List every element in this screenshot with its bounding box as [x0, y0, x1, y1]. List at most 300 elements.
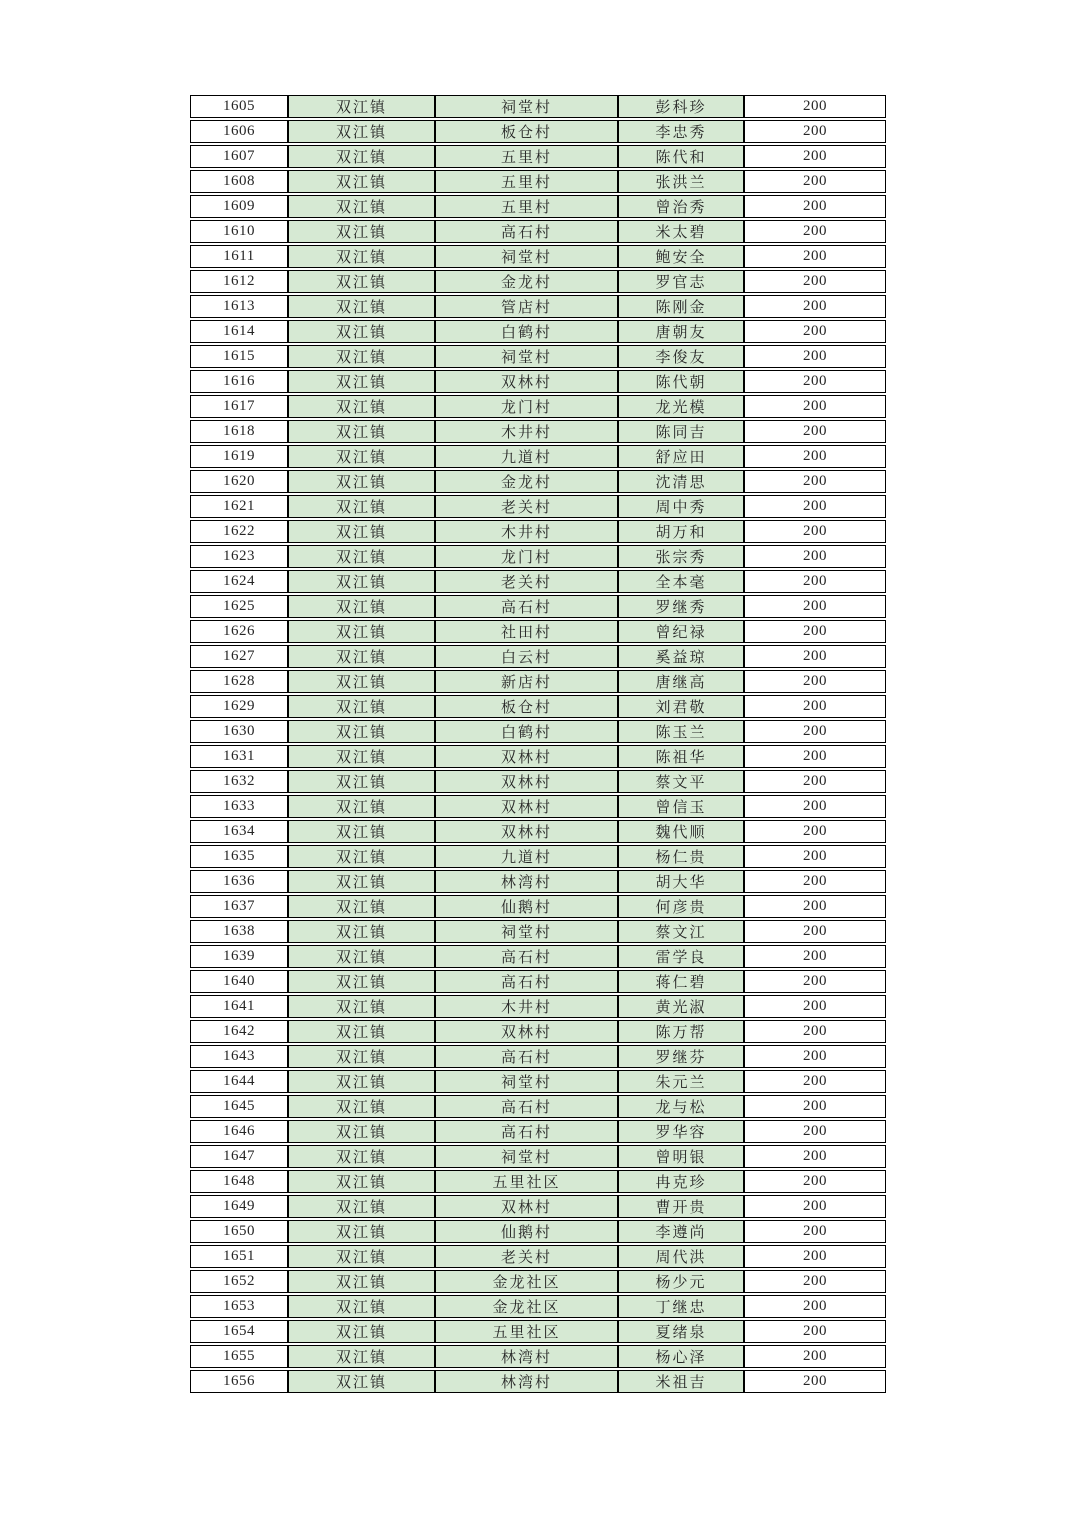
cell-serial: 1646	[190, 1120, 288, 1143]
cell-amount: 200	[744, 1045, 886, 1068]
table-row	[190, 245, 886, 268]
cell-person: 杨少元	[618, 1270, 744, 1293]
cell-person: 陈祖华	[618, 745, 744, 768]
cell-village: 板仓村	[435, 695, 618, 718]
cell-person: 龙与松	[618, 1095, 744, 1118]
cell-serial: 1606	[190, 120, 288, 143]
cell-village: 木井村	[435, 995, 618, 1018]
cell-person: 何彦贵	[618, 895, 744, 918]
cell-amount: 200	[744, 1245, 886, 1268]
cell-serial: 1614	[190, 320, 288, 343]
cell-village: 仙鹅村	[435, 1220, 618, 1243]
cell-serial: 1655	[190, 1345, 288, 1368]
cell-person: 周代洪	[618, 1245, 744, 1268]
cell-village: 祠堂村	[435, 345, 618, 368]
cell-person: 曾治秀	[618, 195, 744, 218]
cell-town: 双江镇	[288, 445, 435, 468]
cell-serial: 1625	[190, 595, 288, 618]
cell-amount: 200	[744, 420, 886, 443]
cell-town: 双江镇	[288, 995, 435, 1018]
table-row	[190, 470, 886, 493]
cell-village: 高石村	[435, 1095, 618, 1118]
cell-amount: 200	[744, 1370, 886, 1393]
table-row	[190, 520, 886, 543]
cell-town: 双江镇	[288, 770, 435, 793]
cell-town: 双江镇	[288, 1070, 435, 1093]
cell-town: 双江镇	[288, 545, 435, 568]
table-row	[190, 1245, 886, 1268]
cell-village: 五里村	[435, 145, 618, 168]
cell-town: 双江镇	[288, 520, 435, 543]
cell-person: 冉克珍	[618, 1170, 744, 1193]
cell-amount: 200	[744, 770, 886, 793]
cell-town: 双江镇	[288, 1245, 435, 1268]
cell-amount: 200	[744, 120, 886, 143]
cell-village: 双林村	[435, 370, 618, 393]
cell-amount: 200	[744, 1145, 886, 1168]
cell-person: 曹开贵	[618, 1195, 744, 1218]
roster-table	[190, 93, 886, 1395]
cell-amount: 200	[744, 920, 886, 943]
cell-town: 双江镇	[288, 595, 435, 618]
cell-person: 唐朝友	[618, 320, 744, 343]
table-row	[190, 270, 886, 293]
cell-amount: 200	[744, 1345, 886, 1368]
cell-amount: 200	[744, 1270, 886, 1293]
cell-serial: 1634	[190, 820, 288, 843]
cell-village: 高石村	[435, 1045, 618, 1068]
cell-person: 蔡文江	[618, 920, 744, 943]
cell-town: 双江镇	[288, 145, 435, 168]
cell-amount: 200	[744, 1020, 886, 1043]
table-row	[190, 595, 886, 618]
cell-serial: 1613	[190, 295, 288, 318]
cell-village: 木井村	[435, 520, 618, 543]
cell-town: 双江镇	[288, 295, 435, 318]
table-row	[190, 695, 886, 718]
cell-village: 祠堂村	[435, 1070, 618, 1093]
cell-amount: 200	[744, 1295, 886, 1318]
cell-serial: 1644	[190, 1070, 288, 1093]
cell-amount: 200	[744, 720, 886, 743]
table-row	[190, 495, 886, 518]
cell-person: 蒋仁碧	[618, 970, 744, 993]
cell-village: 板仓村	[435, 120, 618, 143]
cell-town: 双江镇	[288, 220, 435, 243]
cell-town: 双江镇	[288, 1220, 435, 1243]
cell-village: 五里村	[435, 195, 618, 218]
table-row	[190, 1095, 886, 1118]
cell-serial: 1627	[190, 645, 288, 668]
table-row	[190, 820, 886, 843]
cell-serial: 1607	[190, 145, 288, 168]
cell-amount: 200	[744, 495, 886, 518]
cell-village: 白鹤村	[435, 720, 618, 743]
cell-person: 沈清思	[618, 470, 744, 493]
cell-village: 双林村	[435, 1020, 618, 1043]
cell-town: 双江镇	[288, 720, 435, 743]
table-row	[190, 1145, 886, 1168]
cell-person: 全本毫	[618, 570, 744, 593]
cell-serial: 1628	[190, 670, 288, 693]
table-row	[190, 145, 886, 168]
cell-serial: 1648	[190, 1170, 288, 1193]
cell-serial: 1643	[190, 1045, 288, 1068]
cell-serial: 1619	[190, 445, 288, 468]
cell-person: 周中秀	[618, 495, 744, 518]
cell-serial: 1608	[190, 170, 288, 193]
cell-person: 曾明银	[618, 1145, 744, 1168]
cell-amount: 200	[744, 995, 886, 1018]
cell-town: 双江镇	[288, 495, 435, 518]
cell-village: 老关村	[435, 570, 618, 593]
table-row	[190, 945, 886, 968]
cell-serial: 1650	[190, 1220, 288, 1243]
cell-town: 双江镇	[288, 1370, 435, 1393]
cell-person: 夏绪泉	[618, 1320, 744, 1343]
cell-village: 社田村	[435, 620, 618, 643]
cell-town: 双江镇	[288, 1320, 435, 1343]
cell-person: 杨心泽	[618, 1345, 744, 1368]
cell-village: 林湾村	[435, 1345, 618, 1368]
table-row	[190, 220, 886, 243]
table-row	[190, 195, 886, 218]
cell-village: 高石村	[435, 220, 618, 243]
cell-serial: 1640	[190, 970, 288, 993]
cell-serial: 1653	[190, 1295, 288, 1318]
cell-amount: 200	[744, 620, 886, 643]
table-row	[190, 1070, 886, 1093]
cell-amount: 200	[744, 820, 886, 843]
cell-person: 彭科珍	[618, 95, 744, 118]
cell-amount: 200	[744, 870, 886, 893]
cell-amount: 200	[744, 895, 886, 918]
cell-town: 双江镇	[288, 195, 435, 218]
table-row	[190, 370, 886, 393]
cell-town: 双江镇	[288, 470, 435, 493]
cell-town: 双江镇	[288, 795, 435, 818]
cell-amount: 200	[744, 445, 886, 468]
cell-village: 双林村	[435, 820, 618, 843]
cell-village: 老关村	[435, 495, 618, 518]
table-row	[190, 645, 886, 668]
table-row	[190, 620, 886, 643]
cell-amount: 200	[744, 1070, 886, 1093]
cell-village: 金龙村	[435, 470, 618, 493]
cell-village: 双林村	[435, 745, 618, 768]
cell-village: 祠堂村	[435, 920, 618, 943]
table-row	[190, 170, 886, 193]
cell-serial: 1630	[190, 720, 288, 743]
cell-amount: 200	[744, 195, 886, 218]
cell-amount: 200	[744, 945, 886, 968]
cell-village: 五里社区	[435, 1320, 618, 1343]
cell-village: 高石村	[435, 970, 618, 993]
cell-person: 胡万和	[618, 520, 744, 543]
cell-village: 白云村	[435, 645, 618, 668]
table-row	[190, 870, 886, 893]
cell-person: 唐继高	[618, 670, 744, 693]
table-row	[190, 670, 886, 693]
cell-town: 双江镇	[288, 645, 435, 668]
cell-town: 双江镇	[288, 370, 435, 393]
cell-person: 米太碧	[618, 220, 744, 243]
cell-town: 双江镇	[288, 620, 435, 643]
cell-town: 双江镇	[288, 395, 435, 418]
cell-serial: 1615	[190, 345, 288, 368]
cell-amount: 200	[744, 1095, 886, 1118]
cell-town: 双江镇	[288, 245, 435, 268]
cell-amount: 200	[744, 470, 886, 493]
cell-village: 金龙社区	[435, 1295, 618, 1318]
cell-serial: 1642	[190, 1020, 288, 1043]
cell-person: 蔡文平	[618, 770, 744, 793]
cell-person: 魏代顺	[618, 820, 744, 843]
cell-amount: 200	[744, 95, 886, 118]
cell-serial: 1633	[190, 795, 288, 818]
cell-serial: 1636	[190, 870, 288, 893]
cell-village: 新店村	[435, 670, 618, 693]
cell-town: 双江镇	[288, 320, 435, 343]
table-row	[190, 1370, 886, 1393]
cell-person: 雷学良	[618, 945, 744, 968]
table-row	[190, 1220, 886, 1243]
cell-amount: 200	[744, 295, 886, 318]
cell-person: 罗华容	[618, 1120, 744, 1143]
cell-serial: 1656	[190, 1370, 288, 1393]
cell-person: 罗继芬	[618, 1045, 744, 1068]
table-row	[190, 920, 886, 943]
cell-village: 高石村	[435, 595, 618, 618]
cell-amount: 200	[744, 795, 886, 818]
cell-amount: 200	[744, 1320, 886, 1343]
table-row	[190, 1345, 886, 1368]
cell-village: 九道村	[435, 845, 618, 868]
table-row	[190, 795, 886, 818]
cell-village: 仙鹅村	[435, 895, 618, 918]
cell-person: 陈代和	[618, 145, 744, 168]
cell-amount: 200	[744, 745, 886, 768]
cell-amount: 200	[744, 545, 886, 568]
cell-village: 龙门村	[435, 545, 618, 568]
cell-village: 白鹤村	[435, 320, 618, 343]
cell-person: 陈玉兰	[618, 720, 744, 743]
cell-amount: 200	[744, 1220, 886, 1243]
cell-amount: 200	[744, 345, 886, 368]
cell-person: 龙光模	[618, 395, 744, 418]
cell-person: 朱元兰	[618, 1070, 744, 1093]
table-row	[190, 445, 886, 468]
cell-serial: 1651	[190, 1245, 288, 1268]
cell-amount: 200	[744, 245, 886, 268]
table-row	[190, 1170, 886, 1193]
cell-amount: 200	[744, 220, 886, 243]
cell-person: 陈代朝	[618, 370, 744, 393]
cell-village: 祠堂村	[435, 1145, 618, 1168]
cell-amount: 200	[744, 595, 886, 618]
cell-serial: 1647	[190, 1145, 288, 1168]
cell-serial: 1641	[190, 995, 288, 1018]
cell-amount: 200	[744, 1170, 886, 1193]
cell-serial: 1605	[190, 95, 288, 118]
cell-town: 双江镇	[288, 820, 435, 843]
cell-serial: 1629	[190, 695, 288, 718]
cell-town: 双江镇	[288, 870, 435, 893]
cell-town: 双江镇	[288, 1295, 435, 1318]
cell-town: 双江镇	[288, 1120, 435, 1143]
cell-town: 双江镇	[288, 970, 435, 993]
table-row	[190, 570, 886, 593]
cell-person: 黄光淑	[618, 995, 744, 1018]
table-row	[190, 295, 886, 318]
cell-person: 鲍安全	[618, 245, 744, 268]
cell-village: 老关村	[435, 1245, 618, 1268]
cell-serial: 1624	[190, 570, 288, 593]
cell-person: 曾纪禄	[618, 620, 744, 643]
cell-person: 丁继忠	[618, 1295, 744, 1318]
table-row	[190, 1120, 886, 1143]
cell-serial: 1621	[190, 495, 288, 518]
cell-town: 双江镇	[288, 1170, 435, 1193]
table-row	[190, 120, 886, 143]
table-row	[190, 345, 886, 368]
table-row	[190, 1270, 886, 1293]
cell-village: 九道村	[435, 445, 618, 468]
cell-town: 双江镇	[288, 845, 435, 868]
table-row	[190, 970, 886, 993]
cell-person: 刘君敬	[618, 695, 744, 718]
cell-village: 木井村	[435, 420, 618, 443]
cell-serial: 1639	[190, 945, 288, 968]
cell-town: 双江镇	[288, 420, 435, 443]
cell-person: 陈刚金	[618, 295, 744, 318]
cell-serial: 1631	[190, 745, 288, 768]
table-row	[190, 395, 886, 418]
table-row	[190, 320, 886, 343]
cell-person: 李俊友	[618, 345, 744, 368]
cell-amount: 200	[744, 1120, 886, 1143]
cell-town: 双江镇	[288, 670, 435, 693]
table-row	[190, 845, 886, 868]
cell-village: 林湾村	[435, 1370, 618, 1393]
cell-village: 祠堂村	[435, 95, 618, 118]
cell-serial: 1652	[190, 1270, 288, 1293]
cell-person: 胡大华	[618, 870, 744, 893]
cell-amount: 200	[744, 645, 886, 668]
cell-serial: 1654	[190, 1320, 288, 1343]
table-row	[190, 1020, 886, 1043]
cell-town: 双江镇	[288, 170, 435, 193]
table-row	[190, 1195, 886, 1218]
cell-serial: 1618	[190, 420, 288, 443]
cell-amount: 200	[744, 320, 886, 343]
cell-serial: 1620	[190, 470, 288, 493]
cell-serial: 1635	[190, 845, 288, 868]
cell-village: 双林村	[435, 795, 618, 818]
cell-village: 林湾村	[435, 870, 618, 893]
cell-amount: 200	[744, 520, 886, 543]
cell-town: 双江镇	[288, 1145, 435, 1168]
table-row	[190, 720, 886, 743]
cell-amount: 200	[744, 970, 886, 993]
cell-serial: 1626	[190, 620, 288, 643]
cell-town: 双江镇	[288, 270, 435, 293]
cell-person: 张宗秀	[618, 545, 744, 568]
cell-person: 米祖吉	[618, 1370, 744, 1393]
cell-person: 李遵尚	[618, 1220, 744, 1243]
cell-serial: 1649	[190, 1195, 288, 1218]
cell-village: 五里村	[435, 170, 618, 193]
cell-village: 五里社区	[435, 1170, 618, 1193]
cell-town: 双江镇	[288, 95, 435, 118]
cell-serial: 1610	[190, 220, 288, 243]
cell-amount: 200	[744, 145, 886, 168]
cell-serial: 1622	[190, 520, 288, 543]
cell-village: 高石村	[435, 945, 618, 968]
cell-village: 双林村	[435, 770, 618, 793]
cell-person: 陈万帮	[618, 1020, 744, 1043]
cell-town: 双江镇	[288, 945, 435, 968]
table-row	[190, 770, 886, 793]
cell-amount: 200	[744, 1195, 886, 1218]
cell-amount: 200	[744, 370, 886, 393]
table-row	[190, 95, 886, 118]
cell-person: 李忠秀	[618, 120, 744, 143]
cell-town: 双江镇	[288, 1195, 435, 1218]
cell-serial: 1609	[190, 195, 288, 218]
cell-person: 张洪兰	[618, 170, 744, 193]
cell-town: 双江镇	[288, 345, 435, 368]
cell-person: 曾信玉	[618, 795, 744, 818]
cell-amount: 200	[744, 270, 886, 293]
cell-town: 双江镇	[288, 1020, 435, 1043]
cell-amount: 200	[744, 695, 886, 718]
cell-serial: 1616	[190, 370, 288, 393]
cell-person: 罗继秀	[618, 595, 744, 618]
cell-town: 双江镇	[288, 1095, 435, 1118]
cell-town: 双江镇	[288, 1345, 435, 1368]
cell-serial: 1645	[190, 1095, 288, 1118]
cell-person: 奚益琼	[618, 645, 744, 668]
cell-person: 舒应田	[618, 445, 744, 468]
cell-amount: 200	[744, 670, 886, 693]
cell-person: 杨仁贵	[618, 845, 744, 868]
cell-village: 龙门村	[435, 395, 618, 418]
cell-amount: 200	[744, 570, 886, 593]
cell-village: 双林村	[435, 1195, 618, 1218]
cell-serial: 1632	[190, 770, 288, 793]
cell-amount: 200	[744, 170, 886, 193]
cell-town: 双江镇	[288, 120, 435, 143]
table-row	[190, 1295, 886, 1318]
table-row	[190, 895, 886, 918]
cell-village: 高石村	[435, 1120, 618, 1143]
table-row	[190, 1320, 886, 1343]
cell-town: 双江镇	[288, 695, 435, 718]
cell-amount: 200	[744, 845, 886, 868]
cell-town: 双江镇	[288, 895, 435, 918]
cell-serial: 1611	[190, 245, 288, 268]
cell-serial: 1623	[190, 545, 288, 568]
cell-person: 罗官志	[618, 270, 744, 293]
cell-serial: 1638	[190, 920, 288, 943]
cell-village: 金龙村	[435, 270, 618, 293]
cell-town: 双江镇	[288, 1270, 435, 1293]
cell-town: 双江镇	[288, 920, 435, 943]
cell-serial: 1612	[190, 270, 288, 293]
cell-village: 管店村	[435, 295, 618, 318]
table-row	[190, 420, 886, 443]
